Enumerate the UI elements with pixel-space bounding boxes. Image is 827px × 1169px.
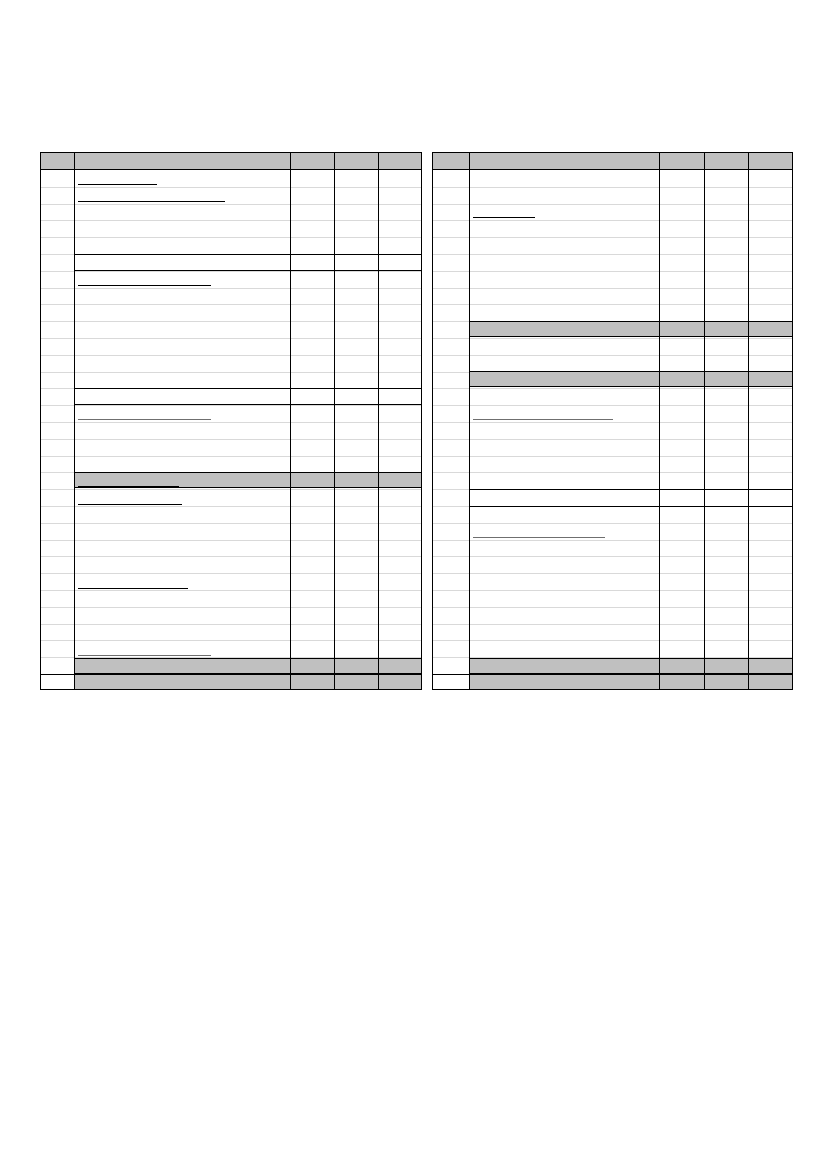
right-col-divider — [469, 153, 470, 689]
left-row-line — [41, 456, 421, 457]
left-row-line — [41, 338, 421, 339]
right-row-line — [433, 405, 792, 406]
right-heading-underline — [473, 217, 535, 218]
right-row-line — [433, 540, 792, 541]
left-final-rule — [41, 674, 421, 675]
left-header-band — [41, 153, 421, 170]
right-col-divider — [748, 153, 749, 689]
right-total-band — [469, 371, 792, 387]
left-row-line — [41, 355, 421, 356]
right-subtotal-rule — [469, 489, 792, 490]
left-row-line — [41, 607, 421, 608]
left-row-line — [41, 556, 421, 557]
left-row-line — [41, 237, 421, 238]
left-sheet — [40, 152, 422, 690]
left-heading-underline — [78, 285, 211, 286]
right-row-line — [433, 271, 792, 272]
right-header-band — [433, 153, 792, 170]
left-heading-underline — [78, 504, 182, 505]
left-row-line — [41, 321, 421, 322]
left-row-line — [41, 271, 421, 272]
left-row-line — [41, 506, 421, 507]
left-grand-total-band — [74, 674, 421, 690]
right-row-line — [433, 338, 792, 339]
right-col-divider — [704, 153, 705, 689]
left-row-line — [41, 422, 421, 423]
left-row-line — [41, 304, 421, 305]
left-row-line — [41, 439, 421, 440]
right-sheet — [432, 152, 793, 690]
left-col-divider — [334, 153, 335, 689]
left-row-line — [41, 405, 421, 406]
left-row-line — [41, 573, 421, 574]
left-subtotal-rule — [74, 404, 421, 405]
left-row-line — [41, 640, 421, 641]
right-row-line — [433, 624, 792, 625]
right-row-line — [433, 439, 792, 440]
right-row-line — [433, 640, 792, 641]
left-row-line — [41, 489, 421, 490]
right-row-line — [433, 254, 792, 255]
right-row-line — [433, 422, 792, 423]
right-row-line — [433, 607, 792, 608]
left-subtotal-rule — [74, 254, 421, 255]
right-final-rule — [433, 674, 792, 675]
left-row-line — [41, 624, 421, 625]
left-row-line — [41, 288, 421, 289]
left-total-band — [74, 658, 421, 674]
left-row-line — [41, 590, 421, 591]
right-heading-underline — [473, 537, 605, 538]
right-row-line — [433, 573, 792, 574]
left-heading-underline — [78, 655, 211, 656]
left-heading-underline — [78, 419, 211, 420]
right-col-divider — [659, 153, 660, 689]
right-row-line — [433, 523, 792, 524]
left-heading-underline — [78, 201, 225, 202]
right-row-line — [433, 472, 792, 473]
left-heading-underline — [78, 184, 157, 185]
left-heading-underline — [78, 486, 179, 487]
right-total-band — [469, 321, 792, 337]
right-row-line — [433, 590, 792, 591]
left-row-line — [41, 523, 421, 524]
right-grand-total-band — [469, 674, 792, 690]
left-subtotal-rule — [74, 270, 421, 271]
left-subtotal-rule — [74, 388, 421, 389]
left-col-divider — [74, 153, 75, 689]
right-row-line — [433, 388, 792, 389]
left-heading-underline — [78, 588, 188, 589]
right-subtotal-rule — [469, 506, 792, 507]
right-total-band — [469, 658, 792, 674]
left-col-divider — [378, 153, 379, 689]
left-row-line — [41, 540, 421, 541]
left-row-line — [41, 204, 421, 205]
right-row-line — [433, 220, 792, 221]
right-row-line — [433, 556, 792, 557]
left-row-line — [41, 220, 421, 221]
right-row-line — [433, 456, 792, 457]
left-row-line — [41, 187, 421, 188]
right-row-line — [433, 288, 792, 289]
right-row-line — [433, 187, 792, 188]
right-row-line — [433, 304, 792, 305]
right-row-line — [433, 355, 792, 356]
right-heading-underline — [473, 419, 613, 420]
left-row-line — [41, 372, 421, 373]
right-row-line — [433, 237, 792, 238]
right-row-line — [433, 204, 792, 205]
left-col-divider — [290, 153, 291, 689]
